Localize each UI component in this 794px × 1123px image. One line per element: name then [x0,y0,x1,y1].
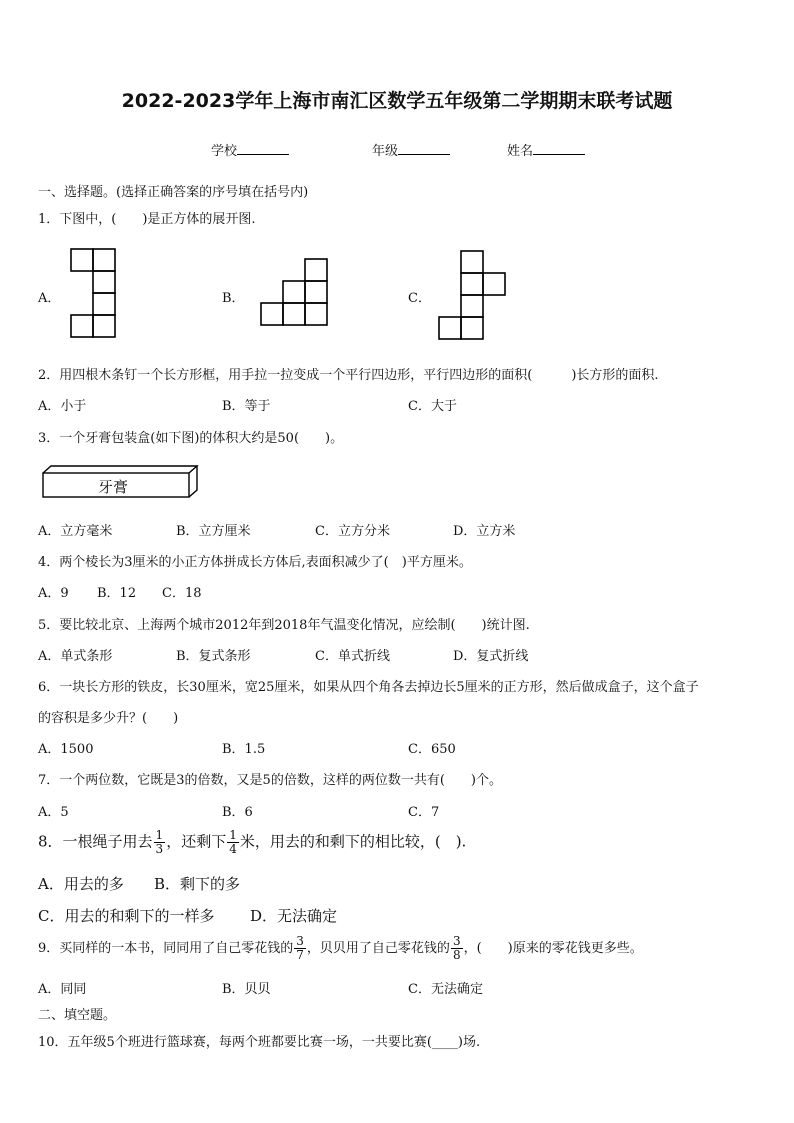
q5-opt-a: A．单式条形 [38,649,113,664]
net-b-square [283,303,305,325]
q9-opt-a: A．同同 [38,982,87,997]
net-c-square [461,295,483,317]
school-label: 学校 [211,144,238,159]
grade-blank[interactable] [398,142,450,155]
q9-opt-b: B．贝贝 [222,982,271,997]
net-c-square [461,273,483,295]
q9-part2: ，贝贝用了自己零花钱的 [306,941,450,956]
q8-part1: 8．一根绳子用去 [38,832,153,851]
q3-opt-b: B．立方厘米 [176,524,251,539]
section1-heading: 一、选择题。(选择正确答案的序号填在括号内) [38,185,309,200]
q6-text-line2: 的容积是多少升？( ) [38,711,179,726]
q9-fraction-2 [451,935,463,962]
net-c-square [461,251,483,273]
q7-opt-c: C．7 [408,805,440,820]
net-b-square [261,303,283,325]
q1-opt-a: A． [38,291,61,306]
q2-opt-b: B．等于 [222,399,271,414]
q1-opt-b: B． [222,291,245,306]
q10-text: 10．五年级5个班进行篮球赛，每两个班都要比赛一场，一共要比赛(____)场. [38,1035,481,1050]
q7-text: 7．一个两位数，它既是3的倍数，又是5的倍数，这样的两位数一共有( )个。 [38,773,502,788]
q4-text: 4．两个棱长为3厘米的小正方体拼成长方体后,表面积减少了( )平方厘米。 [38,555,472,570]
net-figure-b [260,258,328,328]
q6-text-line1: 6．一块长方形的铁皮，长30厘米，宽25厘米，如果从四个角各去掉边长5厘米的正方形，然后做成盒子，这个盒子 [38,680,699,695]
q9-text [38,935,643,962]
q2-text: 2．用四根木条钉一个长方形框，用手拉一拉变成一个平行四边形，平行四边形的面积( )长方形的面积. [38,368,659,383]
net-a-square [71,249,93,271]
q8-opt-a: A．用去的多 [38,875,124,893]
q3-opt-c: C．立方分米 [315,524,390,539]
net-a-square [93,293,115,315]
q9-frac2-denominator: 8 [452,948,461,962]
q5-opt-d: D．复式折线 [453,649,529,664]
q9-fraction-1 [294,935,306,962]
name-label: 姓名 [507,144,534,159]
net-b-square [305,281,327,303]
q9-opt-c: C．无法确定 [408,982,483,997]
q6-opt-c: C．650 [408,742,456,757]
q5-text: 5．要比较北京、上海两个城市2012年到2018年气温变化情况，应绘制( )统计图. [38,618,530,633]
q9-frac1-denominator: 7 [296,948,304,962]
net-figure-a [70,248,116,340]
q2-opt-a: A．小于 [38,399,87,414]
name-field [507,140,585,159]
school-field [211,140,289,159]
q8-frac2-numerator: 1 [229,828,237,842]
q8-frac1-numerator: 1 [155,828,164,842]
net-a-square [71,315,93,337]
q9-frac2-numerator: 3 [452,934,461,948]
q1-text: 1．下图中，( )是正方体的展开图. [38,212,256,227]
net-a-square [93,315,115,337]
q9-part3: ，( )原来的零花钱更多些。 [463,941,643,956]
box-side-face [189,466,197,497]
q9-part1: 9．买同样的一本书，同同用了自己零花钱的 [38,941,294,956]
q6-opt-a: A．1500 [38,742,94,757]
q8-opt-d: D．无法确定 [250,907,338,925]
q8-frac1-denominator: 3 [155,842,164,856]
q8-fraction-1 [154,829,166,856]
q3-opt-a: A．立方毫米 [38,524,113,539]
q4-opt-b: B．12 [97,586,137,601]
q2-opt-c: C．大于 [408,399,457,414]
q5-opt-c: C．单式折线 [315,649,390,664]
name-blank[interactable] [533,142,585,155]
grade-label: 年级 [372,144,399,159]
net-b-square [305,259,327,281]
q4-opt-c: C．18 [162,586,202,601]
q8-part2: ，还剩下 [166,832,227,851]
net-c-square [461,317,483,339]
q8-fraction-2 [227,829,239,856]
q5-opt-b: B．复式条形 [176,649,251,664]
q1-opt-c: C． [408,291,431,306]
page-title: 2022-2023学年上海市南汇区数学五年级第二学期期末联考试题 [121,90,673,112]
q8-opt-c: C．用去的和剩下的一样多 [38,907,215,925]
q7-opt-b: B．6 [222,805,253,820]
q8-text [38,829,466,856]
school-blank[interactable] [237,142,289,155]
net-figure-c [438,250,506,342]
q8-opt-b: B．剩下的多 [154,875,241,893]
q8-frac2-denominator: 4 [229,842,237,856]
q4-opt-a: A．9 [38,586,69,601]
q3-text: 3．一个牙膏包装盒(如下图)的体积大约是50( )。 [38,431,344,446]
q3-opt-d: D．立方米 [453,524,516,539]
box-label: 牙膏 [98,478,129,496]
q7-opt-a: A．5 [38,805,69,820]
net-c-square [483,273,505,295]
box-top-face [43,466,197,473]
net-c-square [439,317,461,339]
q6-opt-b: B．1.5 [222,742,266,757]
net-b-square [305,303,327,325]
q8-part3: 米，用去的和剩下的相比较，( ). [239,832,467,851]
net-b-square [283,281,305,303]
net-a-square [93,249,115,271]
net-a-square [93,271,115,293]
grade-field [372,140,450,159]
q9-frac1-numerator: 3 [296,934,304,948]
section2-heading: 二、填空题。 [38,1008,117,1023]
